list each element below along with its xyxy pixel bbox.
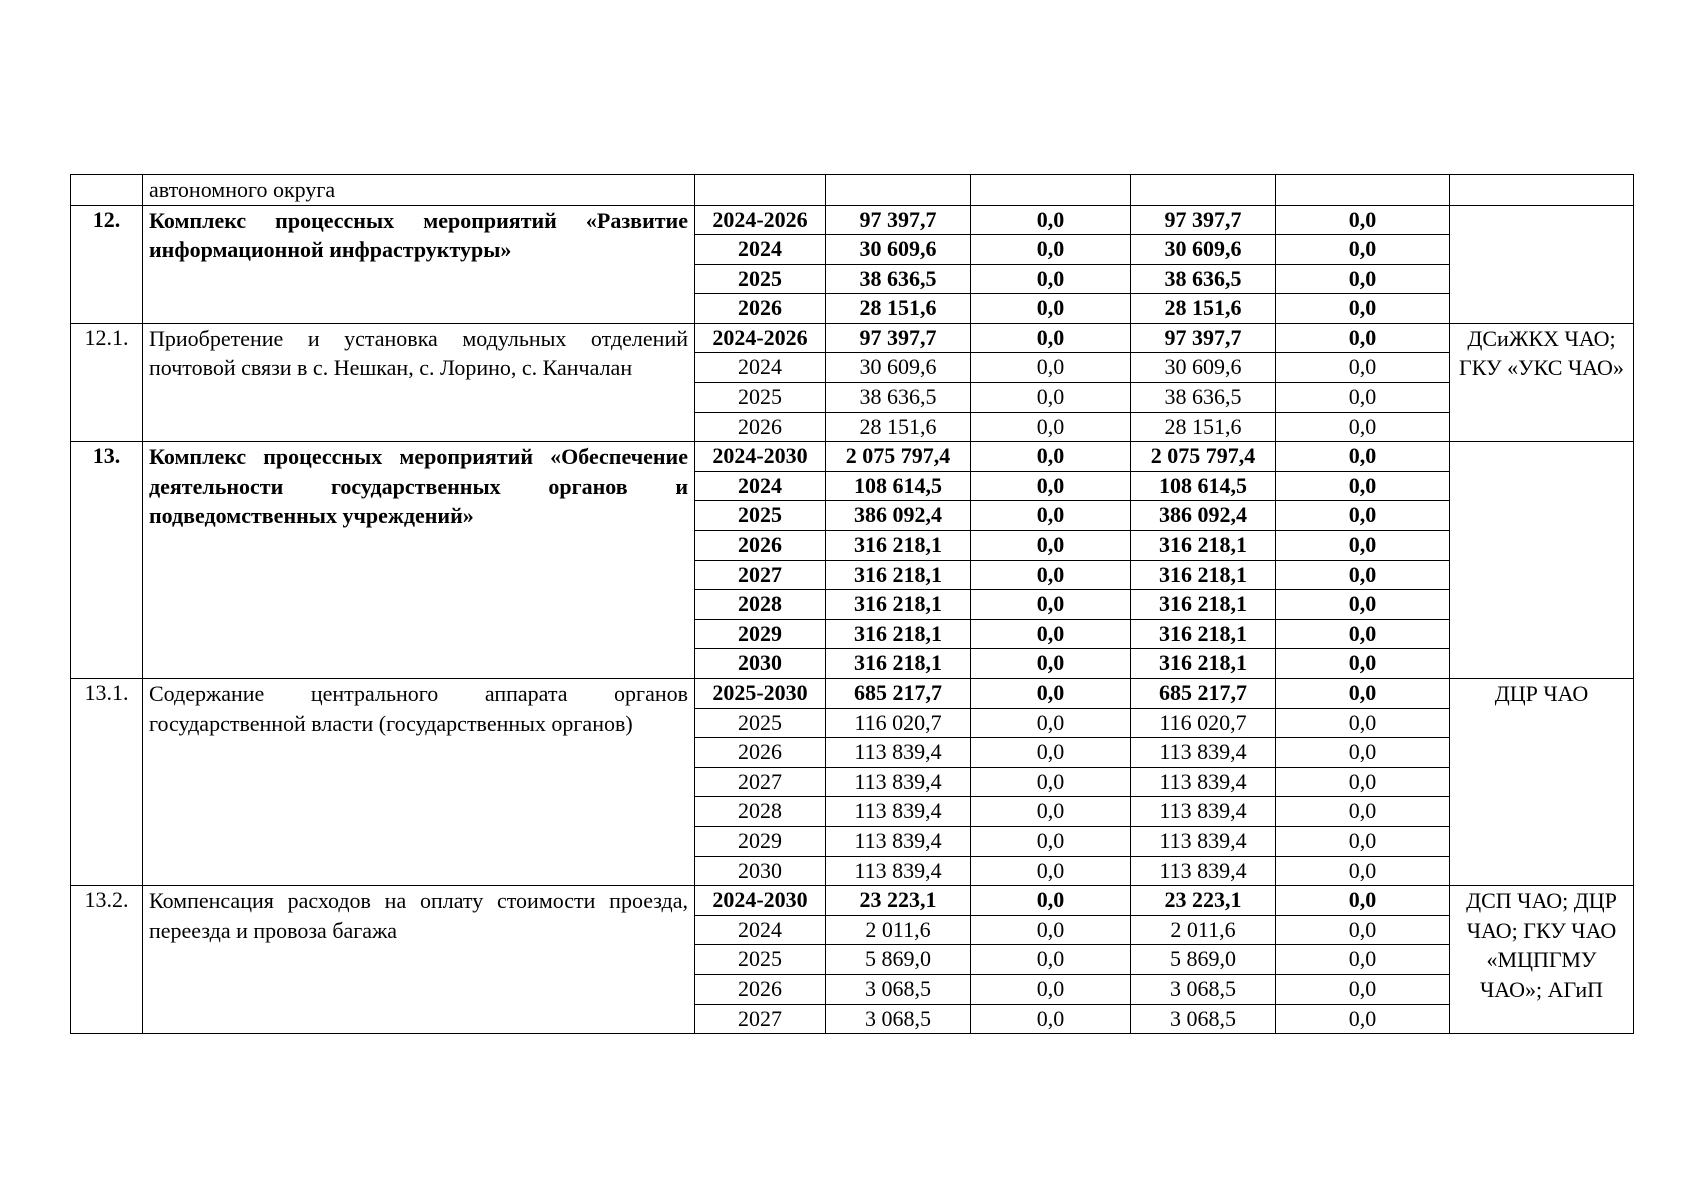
federal-budget-cell: 0,0 [971,353,1131,383]
total-funding-cell: 28 151,6 [826,294,971,324]
total-funding-cell: 316 218,1 [826,560,971,590]
regional-budget-cell: 316 218,1 [1131,649,1276,679]
carryover-other-cell [1276,175,1450,206]
total-funding-cell: 113 839,4 [826,767,971,797]
year-cell: 2024-2030 [695,886,826,916]
regional-budget-cell: 23 223,1 [1131,886,1276,916]
federal-budget-cell: 0,0 [971,383,1131,413]
year-cell: 2025 [695,708,826,738]
carryover-total-cell [826,175,971,206]
year-cell: 2025 [695,501,826,531]
federal-budget-cell: 0,0 [971,412,1131,442]
year-cell: 2029 [695,619,826,649]
total-funding-cell: 316 218,1 [826,619,971,649]
executor-cell [1450,205,1634,323]
item-number-cell: 12. [71,205,143,323]
federal-budget-cell: 0,0 [971,856,1131,886]
table-row [71,442,1634,472]
year-cell: 2026 [695,531,826,561]
regional-budget-cell: 30 609,6 [1131,235,1276,265]
year-cell: 2029 [695,826,826,856]
regional-budget-cell: 97 397,7 [1131,323,1276,353]
federal-budget-cell: 0,0 [971,738,1131,768]
other-sources-cell: 0,0 [1276,1004,1450,1034]
total-funding-cell: 113 839,4 [826,738,971,768]
federal-budget-cell: 0,0 [971,708,1131,738]
year-cell: 2026 [695,294,826,324]
other-sources-cell: 0,0 [1276,590,1450,620]
table-row [71,323,1634,353]
federal-budget-cell: 0,0 [971,235,1131,265]
total-funding-cell: 97 397,7 [826,323,971,353]
year-cell: 2025 [695,945,826,975]
federal-budget-cell: 0,0 [971,649,1131,679]
other-sources-cell: 0,0 [1276,649,1450,679]
year-cell: 2024 [695,235,826,265]
other-sources-cell: 0,0 [1276,294,1450,324]
federal-budget-cell: 0,0 [971,1004,1131,1034]
total-funding-cell: 113 839,4 [826,856,971,886]
year-cell: 2030 [695,649,826,679]
executor-cell: ДСиЖКХ ЧАО; ГКУ «УКС ЧАО» [1450,323,1634,441]
total-funding-cell: 97 397,7 [826,205,971,235]
other-sources-cell: 0,0 [1276,679,1450,709]
regional-budget-cell: 28 151,6 [1131,412,1276,442]
federal-budget-cell: 0,0 [971,442,1131,472]
regional-budget-cell: 113 839,4 [1131,767,1276,797]
other-sources-cell: 0,0 [1276,442,1450,472]
federal-budget-cell: 0,0 [971,531,1131,561]
year-cell: 2027 [695,560,826,590]
regional-budget-cell: 386 092,4 [1131,501,1276,531]
regional-budget-cell: 316 218,1 [1131,619,1276,649]
regional-budget-cell: 685 217,7 [1131,679,1276,709]
year-cell: 2024-2026 [695,205,826,235]
item-number-cell: 12.1. [71,323,143,441]
year-cell: 2027 [695,1004,826,1034]
total-funding-cell: 3 068,5 [826,974,971,1004]
item-number-cell: 13.1. [71,679,143,886]
total-funding-cell: 23 223,1 [826,886,971,916]
carryover-row [71,175,1634,206]
item-name-cell: Содержание центрального аппарата органов государственной власти (государственных органов) [143,679,695,886]
carryover-executor-cell [1450,175,1634,206]
other-sources-cell: 0,0 [1276,560,1450,590]
other-sources-cell: 0,0 [1276,412,1450,442]
other-sources-cell: 0,0 [1276,945,1450,975]
federal-budget-cell: 0,0 [971,886,1131,916]
federal-budget-cell: 0,0 [971,501,1131,531]
other-sources-cell: 0,0 [1276,531,1450,561]
year-cell: 2027 [695,767,826,797]
federal-budget-cell: 0,0 [971,294,1131,324]
table-row [71,886,1634,916]
total-funding-cell: 113 839,4 [826,826,971,856]
regional-budget-cell: 116 020,7 [1131,708,1276,738]
other-sources-cell: 0,0 [1276,915,1450,945]
regional-budget-cell: 113 839,4 [1131,738,1276,768]
total-funding-cell: 316 218,1 [826,531,971,561]
regional-budget-cell: 3 068,5 [1131,1004,1276,1034]
total-funding-cell: 38 636,5 [826,264,971,294]
other-sources-cell: 0,0 [1276,264,1450,294]
table-row [71,205,1634,235]
federal-budget-cell: 0,0 [971,767,1131,797]
item-name-cell: Компенсация расходов на оплату стоимости проезда, переезда и провоза багажа [143,886,695,1034]
other-sources-cell: 0,0 [1276,205,1450,235]
program-funding-table [70,174,1634,1034]
year-cell: 2024-2030 [695,442,826,472]
item-name-cell: Комплекс процессных мероприятий «Развитие информационной инфраструктуры» [143,205,695,323]
table-body [71,175,1634,1034]
total-funding-cell: 316 218,1 [826,590,971,620]
federal-budget-cell: 0,0 [971,323,1131,353]
regional-budget-cell: 113 839,4 [1131,826,1276,856]
total-funding-cell: 2 011,6 [826,915,971,945]
carryover-federal-cell [971,175,1131,206]
total-funding-cell: 386 092,4 [826,501,971,531]
regional-budget-cell: 2 011,6 [1131,915,1276,945]
table-row [71,679,1634,709]
year-cell: 2030 [695,856,826,886]
regional-budget-cell: 316 218,1 [1131,590,1276,620]
federal-budget-cell: 0,0 [971,974,1131,1004]
year-cell: 2025-2030 [695,679,826,709]
total-funding-cell: 108 614,5 [826,471,971,501]
other-sources-cell: 0,0 [1276,767,1450,797]
federal-budget-cell: 0,0 [971,619,1131,649]
total-funding-cell: 685 217,7 [826,679,971,709]
other-sources-cell: 0,0 [1276,383,1450,413]
federal-budget-cell: 0,0 [971,590,1131,620]
item-name-cell: Приобретение и установка модульных отделений почтовой связи в с. Нешкан, с. Лорино, с. Канчалан [143,323,695,441]
total-funding-cell: 2 075 797,4 [826,442,971,472]
other-sources-cell: 0,0 [1276,797,1450,827]
total-funding-cell: 38 636,5 [826,383,971,413]
regional-budget-cell: 97 397,7 [1131,205,1276,235]
federal-budget-cell: 0,0 [971,915,1131,945]
other-sources-cell: 0,0 [1276,323,1450,353]
year-cell: 2026 [695,738,826,768]
federal-budget-cell: 0,0 [971,560,1131,590]
carryover-regional-cell [1131,175,1276,206]
federal-budget-cell: 0,0 [971,205,1131,235]
federal-budget-cell: 0,0 [971,264,1131,294]
total-funding-cell: 28 151,6 [826,412,971,442]
other-sources-cell: 0,0 [1276,886,1450,916]
total-funding-cell: 30 609,6 [826,235,971,265]
year-cell: 2025 [695,383,826,413]
regional-budget-cell: 38 636,5 [1131,383,1276,413]
executor-cell: ДСП ЧАО; ДЦР ЧАО; ГКУ ЧАО «МЦПГМУ ЧАО»; АГиП [1450,886,1634,1034]
other-sources-cell: 0,0 [1276,974,1450,1004]
regional-budget-cell: 30 609,6 [1131,353,1276,383]
other-sources-cell: 0,0 [1276,708,1450,738]
item-number-cell: 13.2. [71,886,143,1034]
regional-budget-cell: 3 068,5 [1131,974,1276,1004]
year-cell: 2028 [695,590,826,620]
executor-cell [1450,442,1634,679]
regional-budget-cell: 2 075 797,4 [1131,442,1276,472]
item-number-cell: 13. [71,442,143,679]
executor-cell: ДЦР ЧАО [1450,679,1634,886]
regional-budget-cell: 316 218,1 [1131,531,1276,561]
regional-budget-cell: 108 614,5 [1131,471,1276,501]
regional-budget-cell: 113 839,4 [1131,856,1276,886]
federal-budget-cell: 0,0 [971,945,1131,975]
carryover-name-cell: автономного округа [143,175,695,206]
year-cell: 2024 [695,915,826,945]
other-sources-cell: 0,0 [1276,471,1450,501]
year-cell: 2028 [695,797,826,827]
year-cell: 2026 [695,412,826,442]
other-sources-cell: 0,0 [1276,619,1450,649]
year-cell: 2026 [695,974,826,1004]
other-sources-cell: 0,0 [1276,856,1450,886]
federal-budget-cell: 0,0 [971,679,1131,709]
year-cell: 2024 [695,353,826,383]
total-funding-cell: 3 068,5 [826,1004,971,1034]
other-sources-cell: 0,0 [1276,826,1450,856]
year-cell: 2024 [695,471,826,501]
other-sources-cell: 0,0 [1276,738,1450,768]
other-sources-cell: 0,0 [1276,235,1450,265]
federal-budget-cell: 0,0 [971,826,1131,856]
year-cell: 2025 [695,264,826,294]
total-funding-cell: 116 020,7 [826,708,971,738]
regional-budget-cell: 28 151,6 [1131,294,1276,324]
regional-budget-cell: 316 218,1 [1131,560,1276,590]
federal-budget-cell: 0,0 [971,471,1131,501]
carryover-year-cell [695,175,826,206]
regional-budget-cell: 38 636,5 [1131,264,1276,294]
total-funding-cell: 316 218,1 [826,649,971,679]
total-funding-cell: 30 609,6 [826,353,971,383]
total-funding-cell: 5 869,0 [826,945,971,975]
federal-budget-cell: 0,0 [971,797,1131,827]
carryover-no-cell [71,175,143,206]
other-sources-cell: 0,0 [1276,353,1450,383]
regional-budget-cell: 113 839,4 [1131,797,1276,827]
item-name-cell: Комплекс процессных мероприятий «Обеспечение деятельности государственных органов и подведомственных учреждений» [143,442,695,679]
year-cell: 2024-2026 [695,323,826,353]
other-sources-cell: 0,0 [1276,501,1450,531]
regional-budget-cell: 5 869,0 [1131,945,1276,975]
total-funding-cell: 113 839,4 [826,797,971,827]
